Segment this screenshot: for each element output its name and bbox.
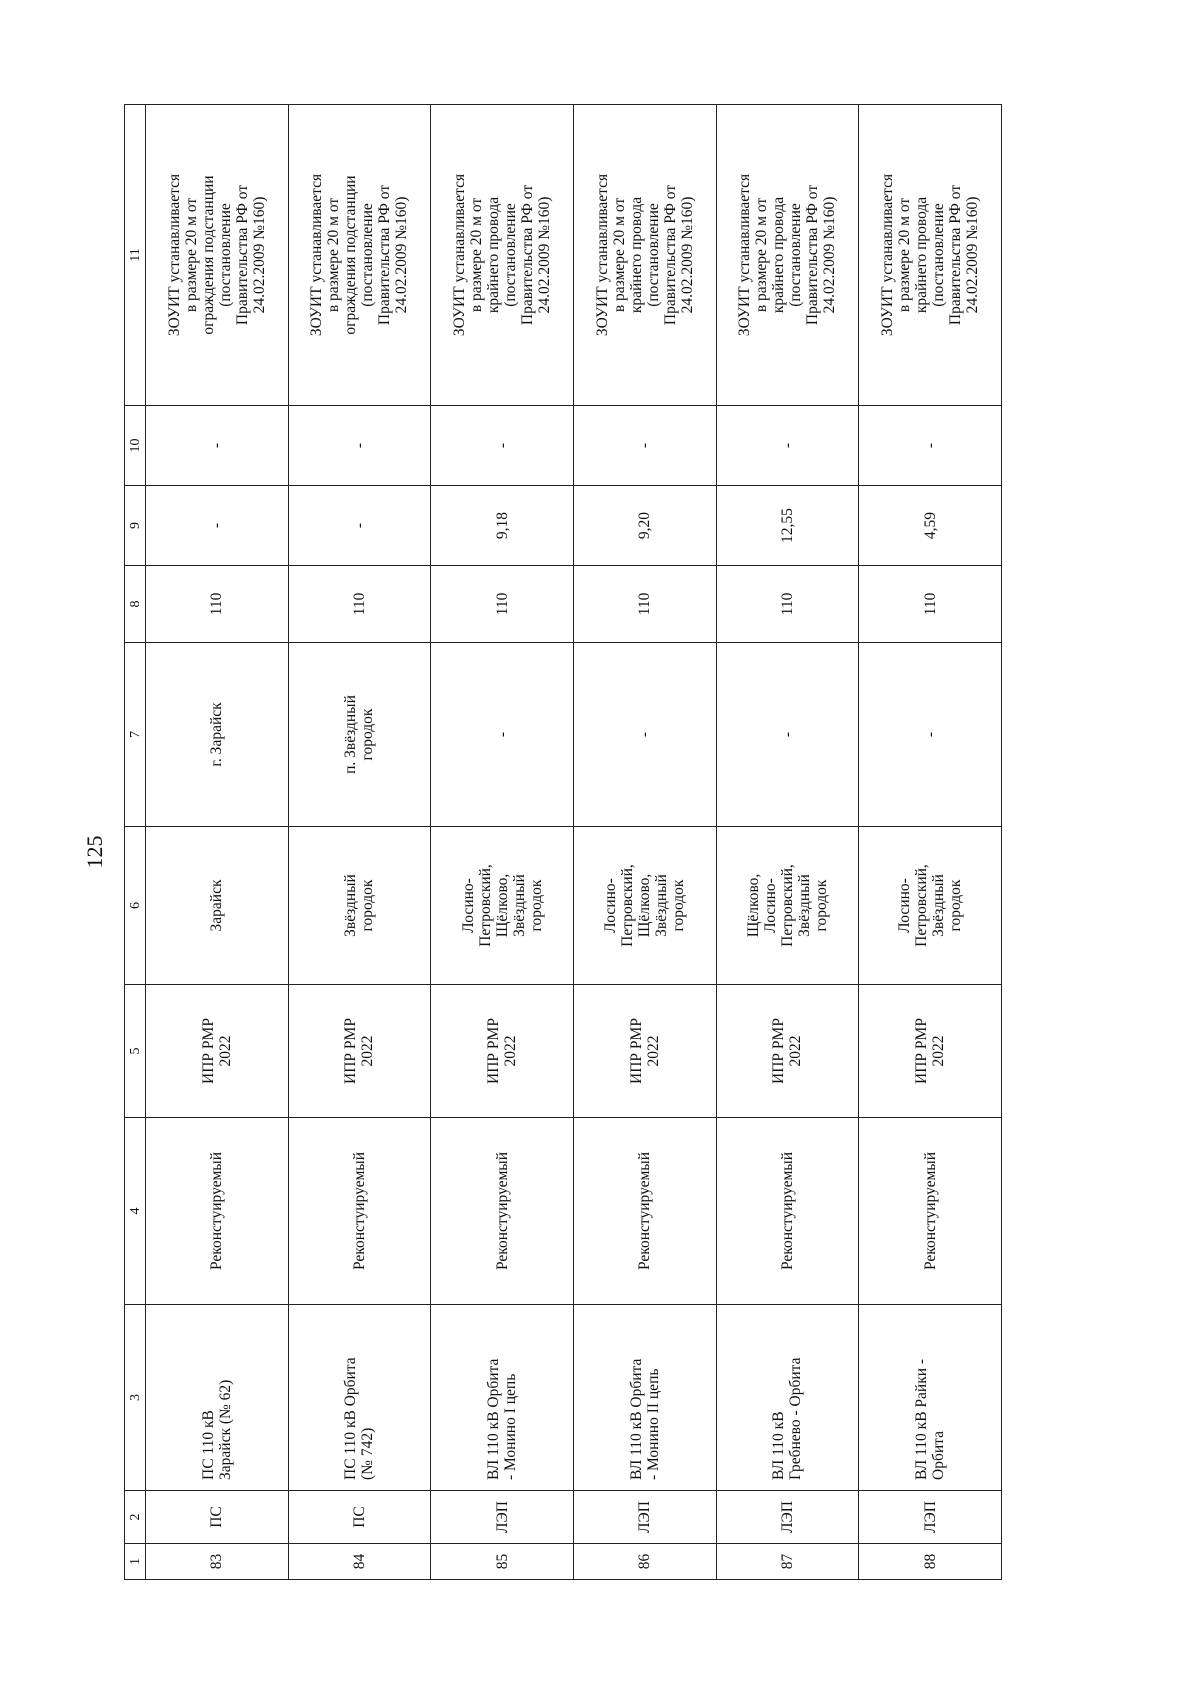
- cell-text-line: 24.02.2009 №160): [393, 196, 411, 314]
- status-cell: Реконстуируемый: [573, 1118, 716, 1305]
- cell-text-line: -: [636, 731, 654, 738]
- cell-text-line: 2022: [787, 1035, 805, 1067]
- row-number-cell: 84: [288, 1544, 431, 1580]
- cell-text-line: ограждения подстанции: [342, 175, 360, 335]
- cell-text-line: Петровский,: [476, 864, 494, 947]
- page-number: 125: [82, 835, 107, 869]
- cell-text-line: Гребнево - Орбита: [787, 1357, 805, 1480]
- cell-text-line: Правительства РФ от: [233, 184, 251, 326]
- cell-text-line: - Монино II цепь: [644, 1368, 662, 1480]
- table-row: [146, 105, 289, 1580]
- cell-text-line: -: [921, 731, 939, 738]
- cell-text-line: (постановление: [216, 203, 234, 307]
- status-cell: Реконстуируемый: [859, 1118, 1002, 1305]
- zone-description-cell: [431, 105, 574, 406]
- cell-text-line: в размере 20 м от: [468, 197, 486, 313]
- municipality-cell: [288, 827, 431, 985]
- object-type-cell: ЛЭП: [431, 1491, 574, 1544]
- column-10-cell: -: [573, 406, 716, 486]
- cell-text-line: Зарайск (№ 62): [216, 1379, 234, 1480]
- column-10-cell: -: [859, 406, 1002, 486]
- cell-text-line: ИПР РМР: [770, 1018, 788, 1084]
- column-number: 2: [125, 1491, 146, 1544]
- program-cell: [716, 985, 859, 1118]
- zone-description-cell: [859, 105, 1002, 406]
- program-cell: [431, 985, 574, 1118]
- cell-text-line: ЗОУИТ устанавливается: [593, 173, 611, 337]
- column-number: 10: [125, 406, 146, 486]
- cell-text-line: 2022: [359, 1035, 377, 1067]
- cell-text-line: Звёздный: [795, 874, 813, 937]
- cell-text-line: 2022: [502, 1035, 520, 1067]
- cell-text-line: ВЛ 110 кВ Орбита: [485, 1358, 503, 1480]
- objects-table: [124, 104, 1002, 1580]
- cell-text-line: п. Звёздный: [342, 695, 360, 774]
- program-cell: [859, 985, 1002, 1118]
- cell-text-line: в размере 20 м от: [896, 197, 914, 313]
- object-name-cell: [859, 1305, 1002, 1491]
- cell-text-line: (постановление: [502, 203, 520, 307]
- cell-text-line: ИПР РМР: [627, 1018, 645, 1084]
- cell-text-line: ПС 110 кВ: [199, 1410, 217, 1480]
- table-row: [431, 105, 574, 1580]
- cell-text-line: (постановление: [930, 203, 948, 307]
- cell-text-line: Щёлково,: [744, 873, 762, 938]
- cell-text-line: в размере 20 м от: [182, 197, 200, 313]
- cell-text-line: ЗОУИТ устанавливается: [308, 173, 326, 337]
- cell-text-line: Зарайск: [208, 879, 226, 932]
- row-number-cell: 87: [716, 1544, 859, 1580]
- column-number: 4: [125, 1118, 146, 1305]
- cell-text-line: Петровский,: [778, 864, 796, 947]
- cell-text-line: (постановление: [644, 203, 662, 307]
- cell-text-line: (постановление: [787, 203, 805, 307]
- cell-text-line: ЗОУИТ устанавливается: [451, 173, 469, 337]
- cell-text-line: -: [778, 731, 796, 738]
- status-cell: Реконстуируемый: [716, 1118, 859, 1305]
- cell-text-line: крайнего провода: [627, 196, 645, 314]
- cell-text-line: ограждения подстанции: [199, 175, 217, 335]
- cell-text-line: ЗОУИТ устанавливается: [165, 173, 183, 337]
- voltage-cell: 110: [573, 566, 716, 643]
- municipality-cell: [431, 827, 574, 985]
- program-cell: [146, 985, 289, 1118]
- cell-text-line: городок: [947, 879, 965, 932]
- cell-text-line: городок: [812, 879, 830, 932]
- cell-text-line: ПС 110 кВ Орбита: [342, 1357, 360, 1480]
- cell-text-line: ИПР РМР: [485, 1018, 503, 1084]
- object-type-cell: ПС: [288, 1491, 431, 1544]
- row-number-cell: 83: [146, 1544, 289, 1580]
- status-cell: Реконстуируемый: [431, 1118, 574, 1305]
- table-row: [573, 105, 716, 1580]
- municipality-cell: [859, 827, 1002, 985]
- cell-text-line: Звёздный: [653, 874, 671, 937]
- settlement-cell: [859, 643, 1002, 827]
- cell-text-line: 24.02.2009 №160): [678, 196, 696, 314]
- column-number: 1: [125, 1544, 146, 1580]
- cell-text-line: ИПР РМР: [342, 1018, 360, 1084]
- cell-text-line: Лосино-: [896, 878, 914, 933]
- cell-text-line: 2022: [930, 1035, 948, 1067]
- settlement-cell: [573, 643, 716, 827]
- column-10-cell: -: [431, 406, 574, 486]
- cell-text-line: Правительства РФ от: [947, 184, 965, 326]
- program-cell: [573, 985, 716, 1118]
- cell-text-line: ВЛ 110 кВ: [770, 1411, 788, 1480]
- table-row: [716, 105, 859, 1580]
- cell-text-line: - Монино I цепь: [502, 1373, 520, 1480]
- table-row: [859, 105, 1002, 1580]
- cell-text-line: -: [493, 731, 511, 738]
- settlement-cell: [716, 643, 859, 827]
- column-number: 6: [125, 827, 146, 985]
- cell-text-line: 24.02.2009 №160): [964, 196, 982, 314]
- cell-text-line: городок: [359, 708, 377, 761]
- column-number: 9: [125, 486, 146, 566]
- zone-description-cell: [716, 105, 859, 406]
- cell-text-line: 24.02.2009 №160): [250, 196, 268, 314]
- column-numbers-row: [125, 105, 146, 1580]
- cell-text-line: 2022: [216, 1035, 234, 1067]
- municipality-cell: [146, 827, 289, 985]
- cell-text-line: городок: [670, 879, 688, 932]
- length-cell: 9,20: [573, 486, 716, 566]
- cell-text-line: в размере 20 м от: [610, 197, 628, 313]
- cell-text-line: Звёздный: [930, 874, 948, 937]
- cell-text-line: Правительства РФ от: [519, 184, 537, 326]
- cell-text-line: Правительства РФ от: [376, 184, 394, 326]
- program-cell: [288, 985, 431, 1118]
- cell-text-line: крайнего провода: [913, 196, 931, 314]
- cell-text-line: в размере 20 м от: [753, 197, 771, 313]
- object-type-cell: ЛЭП: [859, 1491, 1002, 1544]
- cell-text-line: Лосино-: [761, 878, 779, 933]
- cell-text-line: г. Зарайск: [208, 702, 226, 767]
- object-name-cell: [431, 1305, 574, 1491]
- cell-text-line: Петровский,: [619, 864, 637, 947]
- cell-text-line: ЗОУИТ устанавливается: [736, 173, 754, 337]
- column-number: 8: [125, 566, 146, 643]
- cell-text-line: Звёздный: [510, 874, 528, 937]
- column-number: 7: [125, 643, 146, 827]
- cell-text-line: 24.02.2009 №160): [821, 196, 839, 314]
- cell-text-line: городок: [359, 879, 377, 932]
- cell-text-line: ВЛ 110 кВ Орбита: [627, 1358, 645, 1480]
- voltage-cell: 110: [859, 566, 1002, 643]
- column-10-cell: -: [288, 406, 431, 486]
- cell-text-line: крайнего провода: [485, 196, 503, 314]
- column-number: 3: [125, 1305, 146, 1491]
- row-number-cell: 85: [431, 1544, 574, 1580]
- table-row: [288, 105, 431, 1580]
- cell-text-line: в размере 20 м от: [325, 197, 343, 313]
- row-number-cell: 88: [859, 1544, 1002, 1580]
- cell-text-line: крайнего провода: [770, 196, 788, 314]
- zone-description-cell: [573, 105, 716, 406]
- length-cell: 4,59: [859, 486, 1002, 566]
- municipality-cell: [573, 827, 716, 985]
- row-number-cell: 86: [573, 1544, 716, 1580]
- settlement-cell: [431, 643, 574, 827]
- status-cell: Реконстуируемый: [288, 1118, 431, 1305]
- cell-text-line: Петровский,: [913, 864, 931, 947]
- voltage-cell: 110: [431, 566, 574, 643]
- settlement-cell: [146, 643, 289, 827]
- object-type-cell: ЛЭП: [573, 1491, 716, 1544]
- voltage-cell: 110: [716, 566, 859, 643]
- cell-text-line: ИПР РМР: [913, 1018, 931, 1084]
- length-cell: -: [146, 486, 289, 566]
- cell-text-line: Орбита: [930, 1431, 948, 1480]
- rotated-table-container: [124, 105, 1002, 1580]
- length-cell: 12,55: [716, 486, 859, 566]
- object-type-cell: ЛЭП: [716, 1491, 859, 1544]
- cell-text-line: Лосино-: [602, 878, 620, 933]
- voltage-cell: 110: [146, 566, 289, 643]
- zone-description-cell: [146, 105, 289, 406]
- settlement-cell: [288, 643, 431, 827]
- column-10-cell: -: [146, 406, 289, 486]
- object-name-cell: [716, 1305, 859, 1491]
- status-cell: Реконстуируемый: [146, 1118, 289, 1305]
- length-cell: -: [288, 486, 431, 566]
- column-number: 5: [125, 985, 146, 1118]
- cell-text-line: (постановление: [359, 203, 377, 307]
- column-number: 11: [125, 105, 146, 406]
- cell-text-line: ИПР РМР: [199, 1018, 217, 1084]
- column-10-cell: -: [716, 406, 859, 486]
- cell-text-line: Щёлково,: [636, 873, 654, 938]
- zone-description-cell: [288, 105, 431, 406]
- cell-text-line: Щёлково,: [493, 873, 511, 938]
- cell-text-line: Лосино-: [459, 878, 477, 933]
- cell-text-line: (№ 742): [359, 1427, 377, 1480]
- cell-text-line: 24.02.2009 №160): [536, 196, 554, 314]
- object-type-cell: ПС: [146, 1491, 289, 1544]
- cell-text-line: городок: [527, 879, 545, 932]
- municipality-cell: [716, 827, 859, 985]
- voltage-cell: 110: [288, 566, 431, 643]
- object-name-cell: [146, 1305, 289, 1491]
- cell-text-line: Звёздный: [342, 874, 360, 937]
- cell-text-line: Правительства РФ от: [804, 184, 822, 326]
- cell-text-line: Правительства РФ от: [661, 184, 679, 326]
- cell-text-line: 2022: [644, 1035, 662, 1067]
- cell-text-line: ВЛ 110 кВ Райки -: [913, 1358, 931, 1480]
- object-name-cell: [573, 1305, 716, 1491]
- object-name-cell: [288, 1305, 431, 1491]
- cell-text-line: ЗОУИТ устанавливается: [879, 173, 897, 337]
- length-cell: 9,18: [431, 486, 574, 566]
